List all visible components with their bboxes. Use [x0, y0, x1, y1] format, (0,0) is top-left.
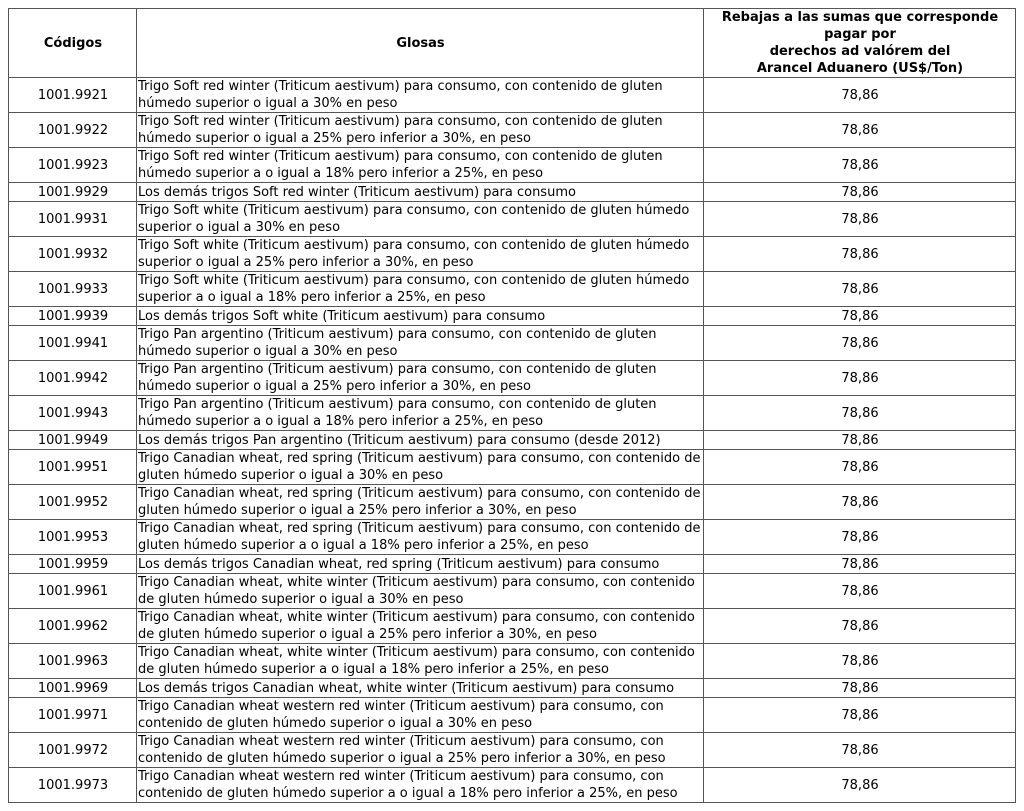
cell-code: 1001.9921 — [9, 78, 137, 113]
table-row — [9, 148, 1016, 183]
table-row — [9, 555, 1016, 574]
cell-code: 1001.9959 — [9, 555, 137, 574]
cell-code: 1001.9951 — [9, 450, 137, 485]
table-row — [9, 733, 1016, 768]
cell-glosa — [137, 272, 704, 307]
cell-glosa — [137, 520, 704, 555]
cell-code: 1001.9972 — [9, 733, 137, 768]
cell-code: 1001.9963 — [9, 644, 137, 679]
glosa-line: de gluten húmedo superior o igual a 25% pero inferior a 30%, en peso — [138, 627, 597, 642]
cell-rebaja-value: 78,86 — [704, 272, 1016, 307]
cell-code: 1001.9973 — [9, 768, 137, 803]
cell-glosa — [137, 237, 704, 272]
header-rebajas-line: derechos ad valórem del — [769, 44, 951, 59]
table-row — [9, 272, 1016, 307]
table-row — [9, 78, 1016, 113]
glosa-line: Trigo Soft red winter (Triticum aestivum) para consumo, con contenido de gluten — [138, 149, 663, 164]
glosa-line: contenido de gluten húmedo superior a o igual a 18% pero inferior a 25%, en peso — [138, 786, 678, 801]
cell-code: 1001.9929 — [9, 183, 137, 202]
cell-rebaja-value: 78,86 — [704, 148, 1016, 183]
glosa-line: Trigo Pan argentino (Triticum aestivum) para consumo, con contenido de gluten — [138, 327, 657, 342]
glosa-line: Los demás trigos Pan argentino (Triticum aestivum) para consumo (desde 2012) — [138, 432, 661, 448]
glosa-line: Trigo Soft white (Triticum aestivum) para consumo, con contenido de gluten húmedo — [138, 273, 690, 288]
table-row — [9, 609, 1016, 644]
glosa-line: Trigo Canadian wheat, white winter (Triticum aestivum) para consumo, con contenido — [138, 610, 695, 625]
glosa-line: de gluten húmedo superior a o igual a 18% pero inferior a 25%, en peso — [138, 662, 610, 677]
glosa-line: superior o igual a 30% en peso — [138, 220, 341, 235]
cell-code: 1001.9932 — [9, 237, 137, 272]
table-row — [9, 396, 1016, 431]
cell-glosa — [137, 78, 704, 113]
table-row — [9, 431, 1016, 450]
cell-rebaja-value: 78,86 — [704, 113, 1016, 148]
cell-rebaja-value: 78,86 — [704, 396, 1016, 431]
glosa-line: húmedo superior o igual a 30% en peso — [138, 96, 398, 111]
header-row — [9, 9, 1016, 78]
table-row — [9, 307, 1016, 326]
glosa-line: Los demás trigos Canadian wheat, white winter (Triticum aestivum) para consumo — [138, 680, 675, 696]
cell-rebaja-value: 78,86 — [704, 520, 1016, 555]
glosa-line: contenido de gluten húmedo superior o igual a 30% en peso — [138, 716, 533, 731]
cell-rebaja-value: 78,86 — [704, 609, 1016, 644]
glosa-line: Los demás trigos Soft red winter (Triticum aestivum) para consumo — [138, 184, 576, 200]
cell-glosa — [137, 113, 704, 148]
glosa-line: Trigo Soft red winter (Triticum aestivum) para consumo, con contenido de gluten — [138, 114, 663, 129]
glosa-line: superior o igual a 25% pero inferior a 30%, en peso — [138, 255, 474, 270]
glosa-line: Trigo Canadian wheat western red winter (Triticum aestivum) para consumo, con — [138, 769, 664, 784]
cell-rebaja-value: 78,86 — [704, 574, 1016, 609]
cell-code: 1001.9949 — [9, 431, 137, 450]
header-codigos: Códigos — [9, 9, 137, 78]
cell-code: 1001.9923 — [9, 148, 137, 183]
header-rebajas — [704, 9, 1016, 78]
table-row — [9, 768, 1016, 803]
cell-glosa — [137, 698, 704, 733]
cell-glosa — [137, 307, 704, 326]
cell-code: 1001.9961 — [9, 574, 137, 609]
cell-code: 1001.9962 — [9, 609, 137, 644]
glosa-line: superior a o igual a 18% pero inferior a 25%, en peso — [138, 290, 486, 305]
table-row — [9, 237, 1016, 272]
table-row — [9, 574, 1016, 609]
cell-glosa — [137, 361, 704, 396]
table-body — [9, 78, 1016, 803]
cell-glosa — [137, 555, 704, 574]
glosa-line: Trigo Pan argentino (Triticum aestivum) para consumo, con contenido de gluten — [138, 362, 657, 377]
glosa-line: Trigo Canadian wheat western red winter (Triticum aestivum) para consumo, con — [138, 734, 664, 749]
cell-glosa — [137, 148, 704, 183]
glosa-line: Trigo Soft white (Triticum aestivum) para consumo, con contenido de gluten húmedo — [138, 238, 690, 253]
table-header — [9, 9, 1016, 78]
glosa-line: Trigo Soft white (Triticum aestivum) para consumo, con contenido de gluten húmedo — [138, 203, 690, 218]
cell-rebaja-value: 78,86 — [704, 450, 1016, 485]
glosa-line: de gluten húmedo superior o igual a 30% en peso — [138, 592, 464, 607]
glosa-line: gluten húmedo superior a o igual a 18% pero inferior a 25%, en peso — [138, 538, 589, 553]
header-glosas: Glosas — [137, 9, 704, 78]
table-row — [9, 361, 1016, 396]
cell-rebaja-value: 78,86 — [704, 555, 1016, 574]
table-row — [9, 644, 1016, 679]
glosa-line: Trigo Canadian wheat, white winter (Triticum aestivum) para consumo, con contenido — [138, 645, 695, 660]
table-row — [9, 485, 1016, 520]
cell-rebaja-value: 78,86 — [704, 361, 1016, 396]
tariff-table — [8, 8, 1016, 803]
table-row — [9, 113, 1016, 148]
glosa-line: Trigo Canadian wheat, red spring (Triticum aestivum) para consumo, con contenido de — [138, 451, 701, 466]
glosa-line: contenido de gluten húmedo superior o igual a 25% pero inferior a 30%, en peso — [138, 751, 666, 766]
cell-rebaja-value: 78,86 — [704, 202, 1016, 237]
glosa-line: Los demás trigos Soft white (Triticum aestivum) para consumo — [138, 308, 546, 324]
glosa-line: húmedo superior o igual a 30% en peso — [138, 344, 398, 359]
glosa-line: Trigo Soft red winter (Triticum aestivum) para consumo, con contenido de gluten — [138, 79, 663, 94]
glosa-line: Trigo Canadian wheat, red spring (Triticum aestivum) para consumo, con contenido de — [138, 521, 701, 536]
cell-code: 1001.9939 — [9, 307, 137, 326]
cell-code: 1001.9931 — [9, 202, 137, 237]
header-rebajas-line: Arancel Aduanero (US$/Ton) — [756, 61, 964, 76]
cell-code: 1001.9942 — [9, 361, 137, 396]
cell-code: 1001.9922 — [9, 113, 137, 148]
cell-glosa — [137, 431, 704, 450]
table-row — [9, 450, 1016, 485]
cell-rebaja-value: 78,86 — [704, 78, 1016, 113]
cell-rebaja-value: 78,86 — [704, 237, 1016, 272]
cell-rebaja-value: 78,86 — [704, 183, 1016, 202]
glosa-line: húmedo superior o igual a 25% pero inferior a 30%, en peso — [138, 379, 531, 394]
cell-glosa — [137, 609, 704, 644]
cell-rebaja-value: 78,86 — [704, 644, 1016, 679]
glosa-line: Trigo Canadian wheat western red winter (Triticum aestivum) para consumo, con — [138, 699, 664, 714]
cell-rebaja-value: 78,86 — [704, 698, 1016, 733]
table-row — [9, 698, 1016, 733]
glosa-line: Los demás trigos Canadian wheat, red spring (Triticum aestivum) para consumo — [138, 556, 660, 572]
cell-glosa — [137, 326, 704, 361]
table-row — [9, 183, 1016, 202]
cell-glosa — [137, 574, 704, 609]
cell-glosa — [137, 679, 704, 698]
cell-glosa — [137, 644, 704, 679]
cell-code: 1001.9952 — [9, 485, 137, 520]
header-rebajas-line: pagar por — [824, 27, 896, 42]
tariff-table-container — [8, 8, 1016, 803]
cell-code: 1001.9933 — [9, 272, 137, 307]
cell-glosa — [137, 450, 704, 485]
cell-rebaja-value: 78,86 — [704, 733, 1016, 768]
glosa-line: gluten húmedo superior o igual a 25% pero inferior a 30%, en peso — [138, 503, 577, 518]
header-rebajas-line: Rebajas a las sumas que corresponde — [721, 10, 999, 25]
glosa-line: gluten húmedo superior o igual a 30% en peso — [138, 468, 444, 483]
glosa-line: Trigo Canadian wheat, red spring (Triticum aestivum) para consumo, con contenido de — [138, 486, 701, 501]
cell-rebaja-value: 78,86 — [704, 326, 1016, 361]
table-row — [9, 520, 1016, 555]
table-row — [9, 679, 1016, 698]
cell-code: 1001.9969 — [9, 679, 137, 698]
cell-glosa — [137, 183, 704, 202]
cell-rebaja-value: 78,86 — [704, 768, 1016, 803]
cell-code: 1001.9943 — [9, 396, 137, 431]
cell-rebaja-value: 78,86 — [704, 679, 1016, 698]
cell-glosa — [137, 202, 704, 237]
glosa-line: húmedo superior o igual a 25% pero inferior a 30%, en peso — [138, 131, 531, 146]
glosa-line: Trigo Pan argentino (Triticum aestivum) para consumo, con contenido de gluten — [138, 397, 657, 412]
cell-glosa — [137, 396, 704, 431]
table-row — [9, 202, 1016, 237]
table-row — [9, 326, 1016, 361]
cell-code: 1001.9953 — [9, 520, 137, 555]
cell-glosa — [137, 733, 704, 768]
cell-glosa — [137, 485, 704, 520]
cell-code: 1001.9971 — [9, 698, 137, 733]
cell-rebaja-value: 78,86 — [704, 485, 1016, 520]
glosa-line: húmedo superior a o igual a 18% pero inferior a 25%, en peso — [138, 414, 544, 429]
cell-code: 1001.9941 — [9, 326, 137, 361]
cell-glosa — [137, 768, 704, 803]
cell-rebaja-value: 78,86 — [704, 307, 1016, 326]
cell-rebaja-value: 78,86 — [704, 431, 1016, 450]
glosa-line: Trigo Canadian wheat, white winter (Triticum aestivum) para consumo, con contenido — [138, 575, 695, 590]
glosa-line: húmedo superior a o igual a 18% pero inferior a 25%, en peso — [138, 166, 544, 181]
